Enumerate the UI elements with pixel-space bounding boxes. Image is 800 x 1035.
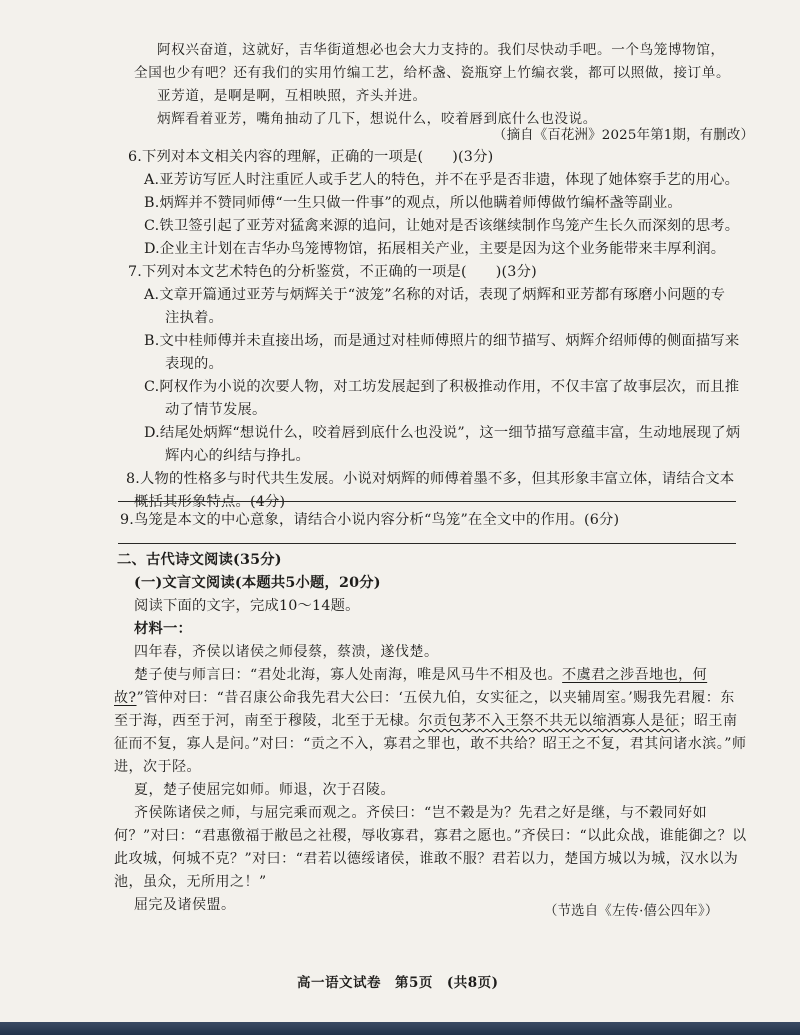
q7-option-a-line2: 注执着。 [165,310,223,326]
passage-line-2-text: 楚子使与师言曰：“君处北海，寡人处南海，唯是风马牛不相及也。 [134,667,563,683]
q7-option-d-line2: 辉内心的纠结与挣扎。 [165,448,310,464]
material-label: 材料一： [134,621,192,637]
passage-line-10: 此攻城，何城不克？”对曰：“君若以德绥诸侯，谁敢不服？君若以力，楚国方城以为城，汉水以为 [114,851,739,867]
story-source: （摘自《百花洲》2025年第1期，有删改） [493,128,755,143]
passage-line-12: 屈完及诸侯盟。 [134,897,236,913]
q7-option-b-line2: 表现的。 [165,356,223,372]
q6-option-a: A.亚芳访写匠人时注重匠人或手艺人的特色，并不在乎是否非遗，体现了她体察手艺的用心。 [144,172,740,188]
story-paragraph-1a: 阿权兴奋道，这就好，吉华街道想必也会大力支持的。我们尽快动手吧。一个鸟笼博物馆， [157,42,725,58]
q6-option-b: B.炳辉并不赞同师傅“一生只做一件事”的观点，所以他瞒着师傅做竹编杯盏等副业。 [144,195,682,211]
passage-line-4-tail: ；昭王南 [679,713,738,729]
underlined-sentence-a: 不虞君之涉吾地也，何 [562,667,708,683]
passage-line-7: 夏，楚子使屈完如师。师退，次于召陵。 [134,782,395,798]
passage-line-3-text: ”管仲对曰：“昔召康公命我先君大公曰：‘五侯九伯，女实征之，以夹辅周室。’赐我先君履：东 [136,690,735,706]
scan-edge [0,1022,800,1035]
answer-line-q9 [118,543,736,544]
q7-option-c-line2: 动了情节发展。 [165,402,267,418]
q7-stem: 7.下列对本文艺术特色的分析鉴赏，不正确的一项是( )(3分) [128,264,537,280]
section2-instruction: 阅读下面的文字，完成10～14题。 [134,598,360,614]
q6-option-d: D.企业主计划在吉华办鸟笼博物馆，拓展相关产业，主要是因为这个业务能带来丰厚利润。 [144,241,726,257]
passage-line-4 [114,710,738,732]
passage-line-1: 四年春，齐侯以诸侯之师侵蔡，蔡溃，遂伐楚。 [134,644,439,660]
section2-subtitle: (一)文言文阅读(本题共5小题，20分) [134,575,381,591]
q8-line2: 概括其形象特点。(4分) [134,494,286,510]
story-paragraph-2: 亚芳道，是啊是啊，互相映照，齐头并进。 [157,88,427,104]
section2-title: 二、古代诗文阅读(35分) [117,552,282,568]
story-paragraph-1b: 全国也少有吧？还有我们的实用竹编工艺，给杯盏、瓷瓶穿上竹编衣裳，都可以照做，接订单。 [134,65,731,81]
q7-option-b-line1: B.文中桂师傅并未直接出场，而是通过对桂师傅照片的细节描写、炳辉介绍师傅的侧面描写来 [144,333,740,349]
passage-line-9: 何？”对曰：“君惠徼福于敝邑之社稷，辱收寡君，寡君之愿也。”齐侯曰：“以此众战，谁能御之？以 [114,828,747,844]
passage-line-3 [114,687,735,709]
q7-option-d-line1: D.结尾处炳辉“想说什么，咬着唇到底什么也没说”，这一细节描写意蕴丰富，生动地展现了炳 [144,425,741,441]
q8-line1: 8.人物的性格多与时代共生发展。小说对炳辉的师傅着墨不多，但其形象丰富立体，请结合文本 [126,471,735,487]
passage-line-4-text: 至于海，西至于河，南至于穆陵，北至于无棣。 [114,713,419,729]
passage-line-5: 征而不复，寡人是问。”对曰：“贡之不入，寡君之罪也，敢不共给？昭王之不复，君其问诸水滨。”师 [114,736,747,752]
q7-option-a-line1: A.文章开篇通过亚芳与炳辉关于“波笼”名称的对话，表现了炳辉和亚芳都有琢磨小问题的专 [144,287,726,303]
passage-line-8: 齐侯陈诸侯之师，与屈完乘而观之。齐侯曰：“岂不穀是为？先君之好是继，与不穀同好如 [134,805,708,821]
answer-line-q8 [118,501,736,502]
passage-line-6: 进，次于陉。 [114,759,201,775]
page-footer: 高一语文试卷 第5页 (共8页) [297,975,499,991]
passage-line-2 [134,664,707,686]
passage-line-11: 池，虽众，无所用之！” [114,874,267,890]
q7-option-c-line1: C.阿权作为小说的次要人物，对工坊发展起到了积极推动作用，不仅丰富了故事层次，而且推 [144,379,740,395]
passage-source: （节选自《左传·僖公四年》） [544,904,719,919]
q6-option-c: C.铁卫签引起了亚芳对猛禽来源的追问，让她对是否该继续制作鸟笼产生长久而深刻的思考。 [144,218,740,234]
q6-stem: 6.下列对本文相关内容的理解，正确的一项是( )(3分) [128,149,494,165]
story-paragraph-3: 炳辉看着亚芳，嘴角抽动了几下，想说什么，咬着唇到底什么也没说。 [157,111,598,127]
underlined-sentence-a-end: 故? [114,690,137,706]
q9-stem: 9.鸟笼是本文的中心意象，请结合小说内容分析“鸟笼”在全文中的作用。(6分) [120,512,620,528]
wavy-underlined-sentence: 尔贡包茅不入王祭不共无以缩酒寡人是征 [418,713,680,729]
